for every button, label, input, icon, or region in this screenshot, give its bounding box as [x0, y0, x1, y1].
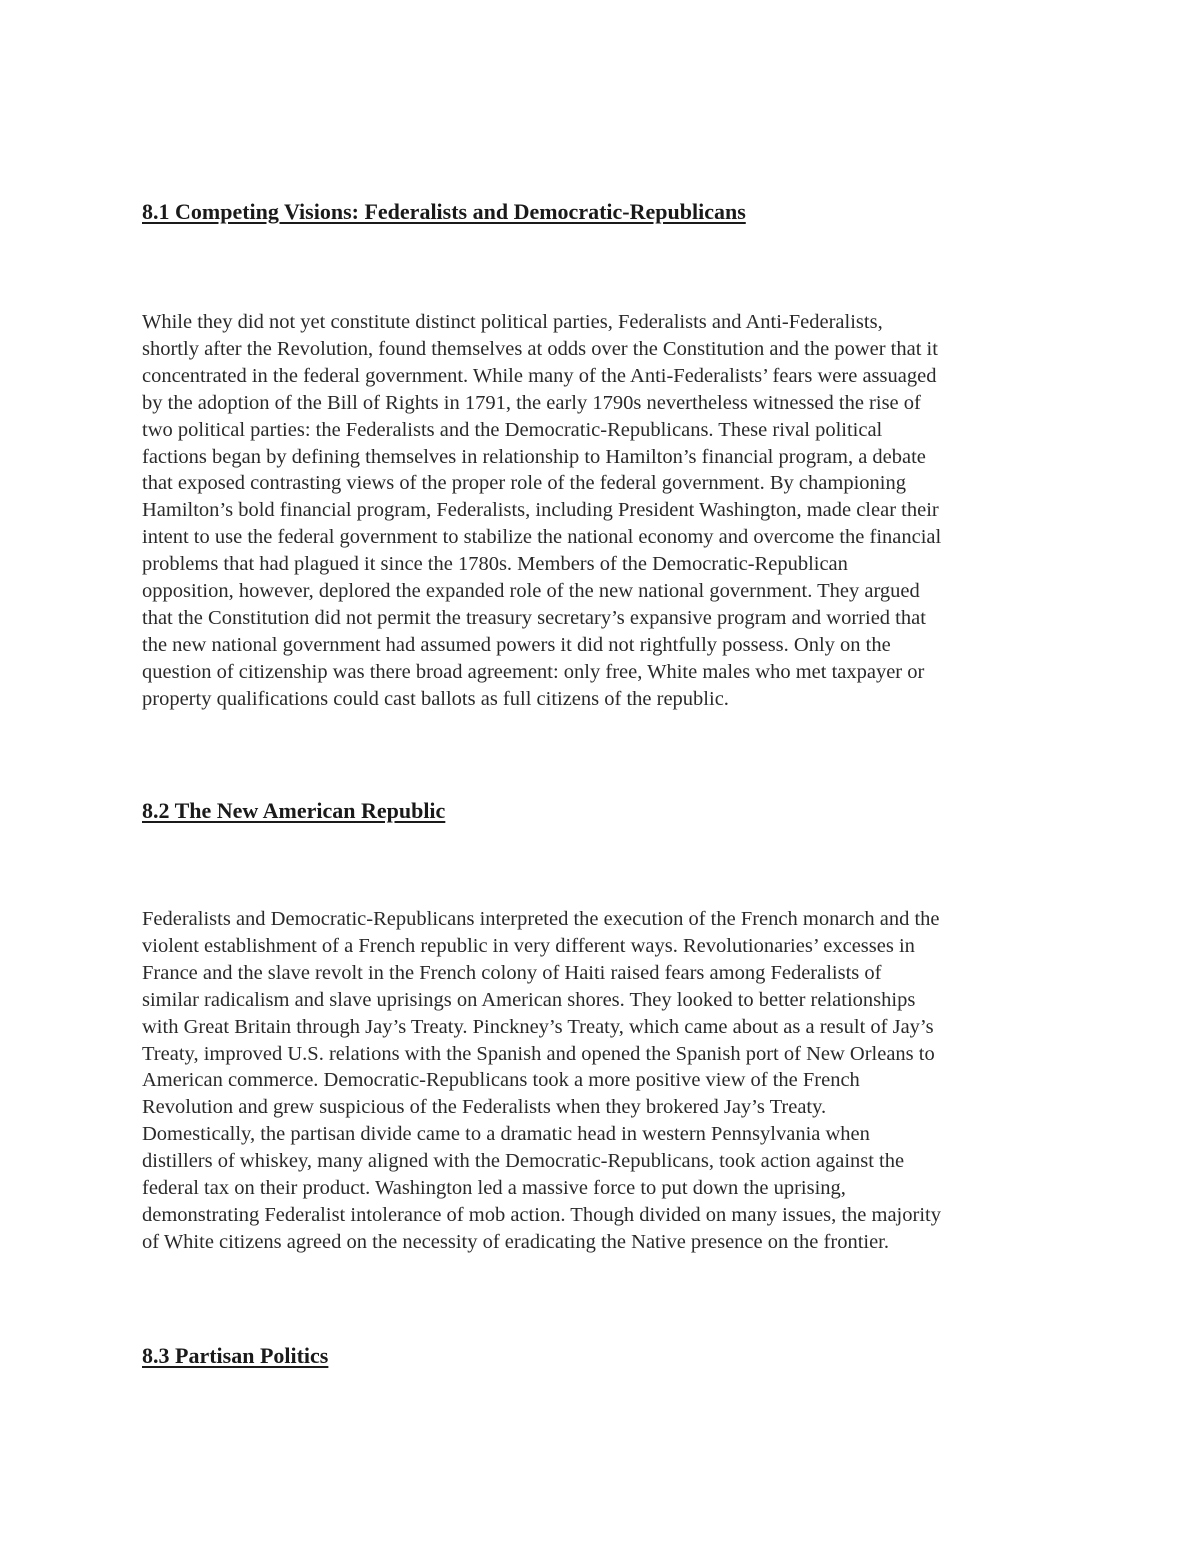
paragraph-line: that the Constitution did not permit the treasury secretary’s expansive program and worried that — [142, 606, 926, 629]
paragraph-line: federal tax on their product. Washington led a massive force to put down the uprising, — [142, 1177, 846, 1200]
paragraph-line: shortly after the Revolution, found themselves at odds over the Constitution and the power that it — [142, 337, 938, 360]
paragraph-line: of White citizens agreed on the necessity of eradicating the Native presence on the frontier. — [142, 1230, 889, 1253]
paragraph-line: concentrated in the federal government. While many of the Anti-Federalists’ fears were assuaged — [142, 364, 937, 387]
section-heading-8-2: 8.2 The New American Republic — [142, 798, 446, 823]
paragraph-line: the new national government had assumed powers it did not rightfully possess. Only on the — [142, 633, 891, 656]
paragraph-line: American commerce. Democratic-Republicans took a more positive view of the French — [142, 1069, 860, 1092]
paragraph-line: by the adoption of the Bill of Rights in 1791, the early 1790s nevertheless witnessed the rise of — [142, 391, 921, 414]
paragraph-line: that exposed contrasting views of the proper role of the federal government. By championing — [142, 472, 906, 495]
paragraph-line: with Great Britain through Jay’s Treaty. Pinckney’s Treaty, which came about as a result of Jay’s — [142, 1015, 934, 1038]
paragraph-line: violent establishment of a French republic in very different ways. Revolutionaries’ excesses in — [142, 934, 915, 957]
paragraph-line: Domestically, the partisan divide came to a dramatic head in western Pennsylvania when — [142, 1123, 870, 1146]
paragraph-line: opposition, however, deplored the expanded role of the new national government. They argued — [142, 580, 920, 603]
paragraph-line: problems that had plagued it since the 1780s. Members of the Democratic-Republican — [142, 553, 848, 576]
paragraph-line: France and the slave revolt in the French colony of Haiti raised fears among Federalists of — [142, 961, 882, 984]
paragraph-line: two political parties: the Federalists and the Democratic-Republicans. These rival political — [142, 418, 883, 441]
paragraph-line: Treaty, improved U.S. relations with the Spanish and opened the Spanish port of New Orleans to — [142, 1042, 935, 1065]
paragraph-line: similar radicalism and slave uprisings on American shores. They looked to better relationships — [142, 988, 916, 1011]
paragraph-line: Federalists and Democratic-Republicans interpreted the execution of the French monarch and the — [142, 908, 940, 930]
paragraph-line: question of citizenship was there broad agreement: only free, White males who met taxpayer or — [142, 660, 925, 683]
paragraph-line: While they did not yet constitute distinct political parties, Federalists and Anti-Federalists, — [142, 311, 883, 333]
section-heading-8-1: 8.1 Competing Visions: Federalists and Democratic-Republicans — [142, 199, 746, 224]
paragraph-line: property qualifications could cast ballots as full citizens of the republic. — [142, 687, 729, 710]
section-heading-8-3: 8.3 Partisan Politics — [142, 1343, 329, 1368]
paragraph-line: demonstrating Federalist intolerance of mob action. Though divided on many issues, the majority — [142, 1203, 941, 1226]
paragraph-line: intent to use the federal government to stabilize the national economy and overcome the financial — [142, 526, 942, 549]
paragraph-line: distillers of whiskey, many aligned with the Democratic-Republicans, took action against the — [142, 1150, 905, 1173]
section-paragraph-8-2 — [142, 906, 1062, 1256]
paragraph-line: Revolution and grew suspicious of the Federalists when they brokered Jay’s Treaty. — [142, 1096, 827, 1119]
section-paragraph-8-1 — [142, 309, 1062, 713]
paragraph-line: Hamilton’s bold financial program, Federalists, including President Washington, made clear their — [142, 499, 939, 522]
paragraph-line: factions began by defining themselves in relationship to Hamilton’s financial program, a debate — [142, 445, 926, 468]
